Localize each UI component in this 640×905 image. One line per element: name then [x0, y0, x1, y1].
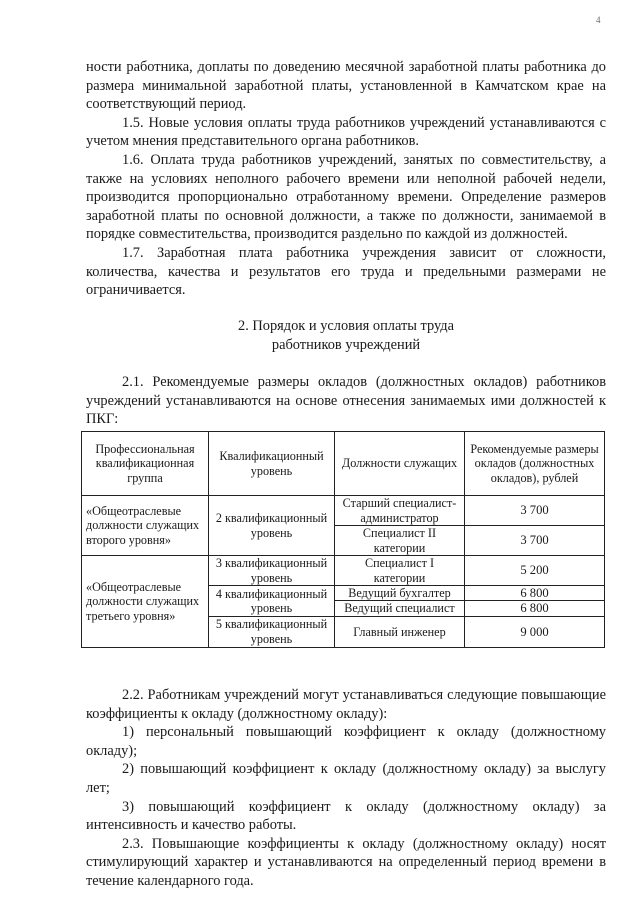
group-cell-second-level: «Общеотраслевые должности служащих второго уровня»	[82, 496, 209, 556]
position-cell: Старший специалист-администратор	[335, 496, 465, 526]
salary-table	[81, 431, 605, 648]
salary-cell: 6 800	[465, 586, 605, 601]
list-item: 3) повышающий коэффициент к окладу (должностному окладу) за интенсивность и качество работы.	[86, 798, 606, 834]
paragraph-continuation: ности работника, доплаты по доведению месячной заработной платы работника до размера минимальной заработной платы, установленной в Камчатском крае на соответствующий период.	[86, 59, 606, 113]
salary-cell: 3 700	[465, 526, 605, 556]
paragraph-2-3: 2.3. Повышающие коэффициенты к окладу (должностному окладу) носят стимулирующий характер и устанавливаются на определенный период времени в течение календарного года.	[86, 835, 606, 889]
level-cell: 3 квалификационный уровень	[209, 556, 335, 586]
group-cell-third-level: «Общеотраслевые должности служащих третьего уровня»	[82, 556, 209, 648]
salary-cell: 5 200	[465, 556, 605, 586]
position-cell: Ведущий специалист	[335, 601, 465, 616]
position-cell: Специалист II категории	[335, 526, 465, 556]
section-heading	[86, 317, 606, 354]
list-item: 1) персональный повышающий коэффициент к окладу (должностному окладу);	[86, 724, 606, 759]
paragraph-1-7: 1.7. Заработная плата работника учреждения зависит от сложности, количества, качества и результатов его труда и предельными размерами не ограничивается.	[86, 244, 606, 299]
table-header-row	[82, 432, 605, 496]
header-position: Должности служащих	[335, 432, 465, 496]
section-heading-line-1: 2. Порядок и условия оплаты труда	[238, 318, 454, 334]
bottom-text-block	[86, 686, 606, 891]
header-salary: Рекомендуемые размеры окладов (должностных окладов), рублей	[465, 432, 605, 496]
level-cell: 2 квалификационный уровень	[209, 496, 335, 556]
section-heading-line-2: работников учреждений	[271, 336, 421, 353]
level-cell: 4 квалификационный уровень	[209, 586, 335, 617]
position-cell: Ведущий бухгалтер	[335, 586, 465, 601]
table-row	[82, 556, 605, 586]
intro-text-block	[86, 373, 606, 429]
paragraph-2-1: 2.1. Рекомендуемые размеры окладов (должностных окладов) работников учреждений устанавливаются на основе отнесения занимаемых ими должностей к ПКГ:	[86, 374, 606, 428]
level-cell: 5 квалификационный уровень	[209, 616, 335, 647]
salary-cell: 6 800	[465, 601, 605, 616]
salary-cell: 3 700	[465, 496, 605, 526]
paragraph-2-2: 2.2. Работникам учреждений могут устанавливаться следующие повышающие коэффициенты к окладу (должностному окладу):	[86, 687, 606, 722]
top-text-block	[86, 58, 606, 300]
position-cell: Специалист I категории	[335, 556, 465, 586]
paragraph-1-6: 1.6. Оплата труда работников учреждений, занятых по совместительству, а также на условиях неполного рабочего времени или неполной рабочей недели, производится пропорционально отработанному времени. Определение размеров заработной платы по основной должности, а также по должности, занимаемой в порядке совместительства, производится раздельно по каждой из должностей.	[86, 151, 606, 243]
paragraph-1-5: 1.5. Новые условия оплаты труда работников учреждений устанавливаются с учетом мнения представительного органа работников.	[86, 114, 606, 150]
header-group: Профессиональная квалификационная группа	[82, 432, 209, 496]
table-row	[82, 496, 605, 526]
header-level: Квалификационный уровень	[209, 432, 335, 496]
list-item: 2) повышающий коэффициент к окладу (должностному окладу) за выслугу лет;	[86, 761, 606, 796]
salary-cell: 9 000	[465, 616, 605, 647]
corner-mark: 4	[596, 15, 601, 25]
position-cell: Главный инженер	[335, 616, 465, 647]
